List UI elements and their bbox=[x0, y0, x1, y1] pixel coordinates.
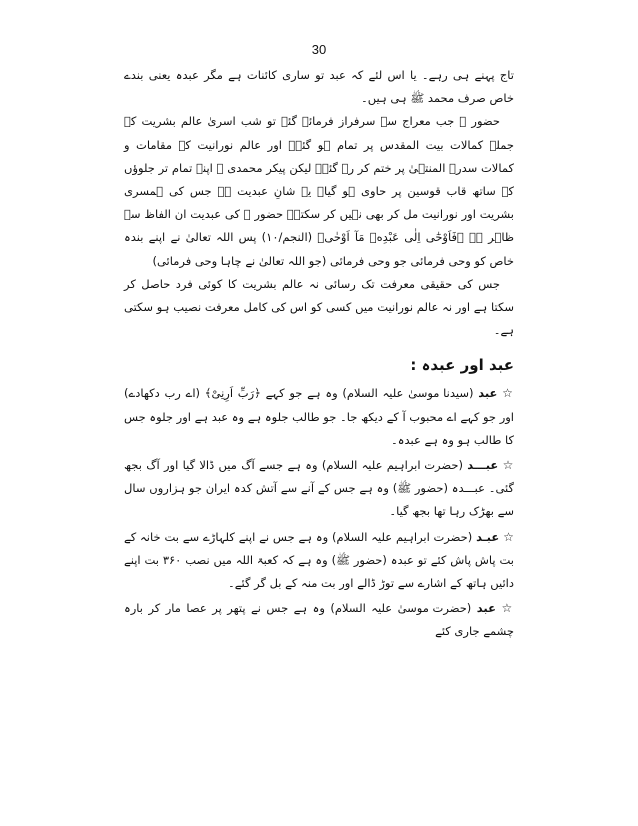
item-text: (سیدنا موسیٰ علیہ السلام) وہ ہے جو کہے ﴿رَبِّ اَرِنِیْ﴾ (اے رب دکھادے) اور جو کہے اے محبوب آ کے دیکھ جا۔ جو طالب جلوہ ہے وہ عبد ہے اور جلوہ جس کا طالب ہو وہ ہے عبدہ۔ bbox=[124, 386, 514, 447]
section-heading: عبد اور عبدہ : bbox=[410, 356, 514, 375]
item-text: (حضرت موسیٰ علیہ السلام) وہ ہے جس نے پتھر پر عصا مار کر بارہ چشمے جاری کئے bbox=[124, 601, 514, 639]
paragraph-marifat: جس کی حقیقی معرفت تک رسائی نہ عالم بشریت کا کوئی فرد حاصل کر سکتا ہے اور نہ عالم نورانیت میں کسی کو اس کی کامل معرفت نصیب ہو سکتی ہے۔ bbox=[124, 276, 514, 338]
item-text: (حضرت ابراہیم علیہ السلام) وہ ہے جسے آگ میں ڈالا گیا اور آگ بجھ گئی۔ عبـــدہ (حضور ﷺ) وہ ہے جس کے آنے سے آتش کدہ ایران جو ہزاروں سال سے بھڑک رہا تھا بجھ گیا۔ bbox=[124, 458, 514, 519]
star-icon: ☆ bbox=[502, 458, 514, 473]
item-lead: عبـد bbox=[476, 529, 500, 544]
item-lead: عبـــد bbox=[467, 458, 499, 473]
list-item bbox=[124, 526, 514, 596]
list-item bbox=[124, 454, 514, 524]
star-icon: ☆ bbox=[503, 529, 515, 544]
body-text bbox=[124, 64, 514, 644]
list-item bbox=[124, 597, 514, 643]
item-lead: عبد bbox=[476, 601, 496, 616]
star-icon: ☆ bbox=[502, 386, 514, 401]
item-text: (حضرت ابراہیم علیہ السلام) وہ ہے جس نے اپنے کلہاڑے سے بت خانہ کے بت پاش پاش کئے تو عبدہ (حضور ﷺ) وہ ہے کہ کعبۃ اللہ میں نصب ۳۶۰ بت اپنے دائیں ہاتھ کے اشارے سے توڑ ڈالے اور بت منہ کے بل گر گئے۔ bbox=[124, 529, 514, 591]
page-number: 30 bbox=[311, 42, 327, 57]
paragraph-miraj: حضور ﷺ جب معراج سے سرفراز فرمائے گئے تو شب اسریٰ عالم بشریت کے جملہ کمالات بیت المقدس پر تمام ہو گئے۔ اور عالم نورانیت کے مقامات و کمالات سدرۃ المنتہیٰ پر ختم کر رہ گئے۔ لیکن پیکر محمدی ﷺ اپنے تمام تر جلوؤں کے ساتھ قاب قوسین پر حاوی ہو گیا۔ یہ شانِ عبدیت ہے جس کی ہمسری بشریت اور نورانیت مل کر بھی نہیں کر سکتے۔ حضور ﷺ کی عبدیت ان الفاظ سے ظاہر ہے ﴿فَاَوْحٰٓى اِلٰى عَبْدِهٖ مَآ اَوْحٰى﴾ (النجم/۱۰) پس اللہ تعالیٰ نے اپنے بندہ خاص کو وحی فرمائی جو وحی فرمائی (جو اللہ تعالیٰ نے چاہا وحی فرمائی) bbox=[124, 114, 514, 268]
list-item bbox=[124, 382, 514, 452]
star-icon: ☆ bbox=[501, 601, 515, 616]
item-lead: عبد bbox=[478, 386, 498, 401]
paragraph-intro: تاج پہنے ہی رہے۔ یا اس لئے کہ عبد تو ساری کائنات ہے مگر عبدہ یعنی بندے خاص صرف محمد ﷺ ہی ہیں۔ bbox=[124, 68, 514, 106]
